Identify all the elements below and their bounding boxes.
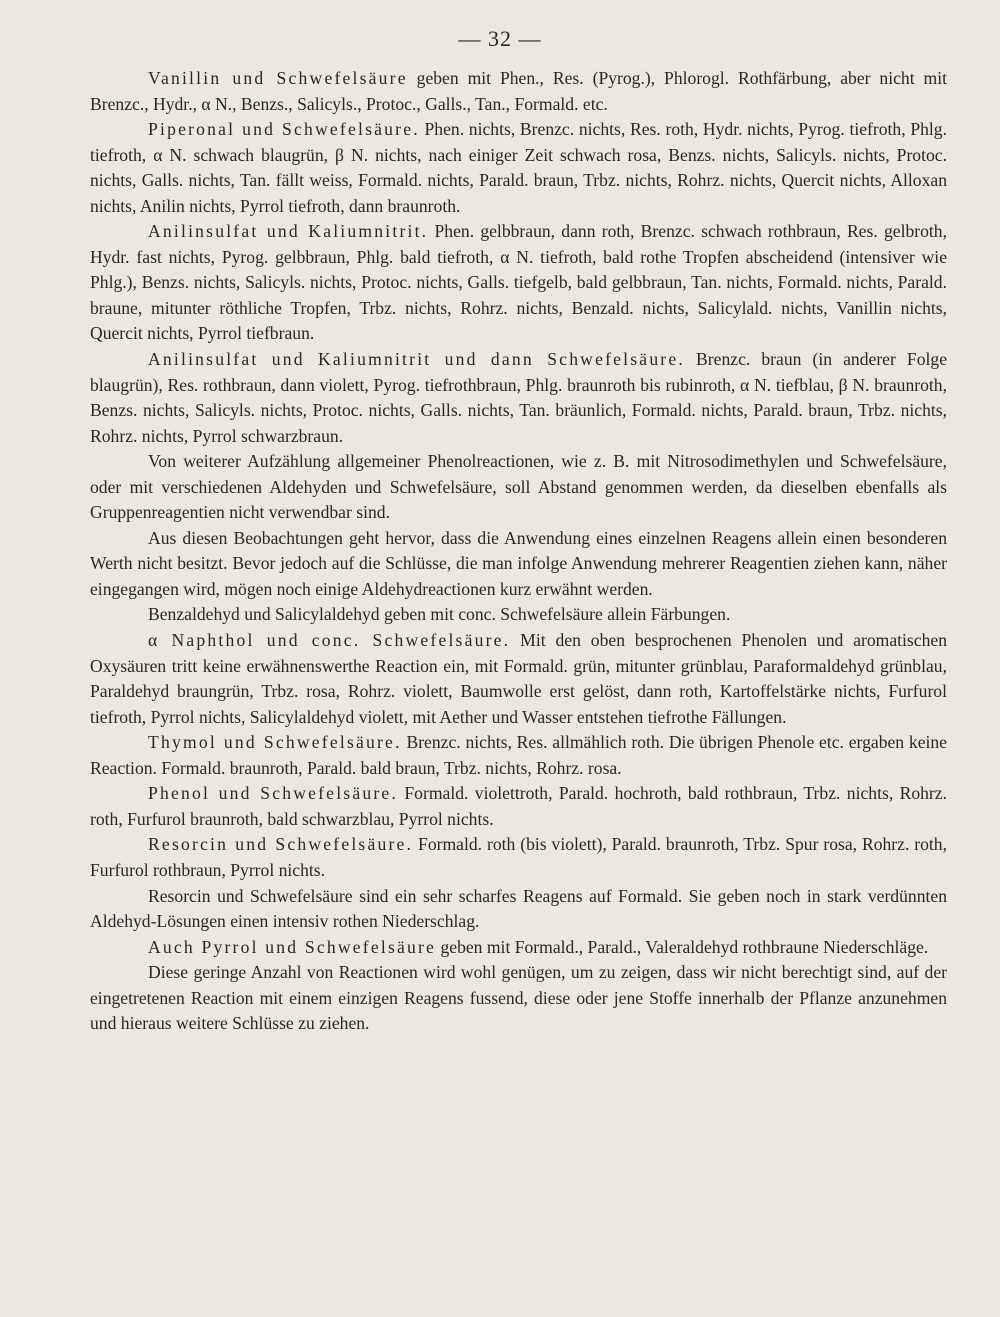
paragraph-text: Diese geringe Anzahl von Reactionen wird wohl genügen, um zu zeigen, dass wir nicht berechtigt sind, auf der eingetretenen Reaction mit einem einzigen Reagens fussend, diese oder jene Stoffe innerhalb der Pflanze anzunehmen und hieraus weitere Schlüsse zu ziehen.: [90, 962, 947, 1034]
spaced-lead: Auch Pyrrol und Schwefelsäure: [148, 936, 437, 957]
paragraph: [90, 66, 947, 117]
paragraph-text: Von weiterer Aufzählung allgemeiner Phenolreactionen, wie z. B. mit Nitrosodimethylen und Schwefelsäure, oder mit verschiedenen Aldehyden und Schwefelsäure, soll Abstand genommen werden, da dieselben ebenfalls als Gruppenreagentien nicht verwendbar sind.: [90, 451, 947, 523]
paragraph: [90, 449, 947, 526]
paragraph: [90, 602, 947, 628]
paragraph-text: Phen. nichts, Brenzc. nichts, Res. roth, Hydr. nichts, Pyrog. tiefroth, Phlg. tiefroth, α N. schwach blaugrün, β N. nichts, nach einiger Zeit schwach rosa, Benzs. nichts, Salicyls. nichts, Protoc. nichts, Galls. nichts, Tan. fällt weiss, Formald. nichts, Parald. braun, Trbz. nichts, Rohrz. nichts, Quercit nichts, Alloxan nichts, Anilin nichts, Pyrrol tiefroth, dann braunroth.: [90, 119, 947, 216]
paragraph: [90, 526, 947, 603]
paragraph-text: geben mit Phen., Res. (Pyrog.), Phlorogl. Rothfärbung, aber nicht mit Brenzc., Hydr., α N., Benzs., Salicyls., Protoc., Galls., Tan., Formald. etc.: [90, 68, 947, 114]
spaced-lead: Anilinsulfat und Kaliumnitrit und dann Schwefelsäure.: [148, 349, 685, 370]
paragraph-text: Brenzc. nichts, Res. allmählich roth. Die übrigen Phenole etc. ergaben keine Reaction. Formald. braunroth, Parald. bald braun, Trbz. nichts, Rohrz. rosa.: [90, 732, 947, 778]
paragraph-text: Formald. roth (bis violett), Parald. braunroth, Trbz. Spur rosa, Rohrz. roth, Furfurol rothbraun, Pyrrol nichts.: [90, 834, 948, 880]
paragraph-text: Phen. gelbbraun, dann roth, Brenzc. schwach rothbraun, Res. gelbroth, Hydr. fast nichts, Pyrog. gelbbraun, Phlg. bald tiefroth, α N. tiefroth, bald rothe Tropfen abscheidend (intensiver wie Phlg.), Benzs. nichts, Salicyls. nichts, Protoc. nichts, Galls. tiefgelb, bald gelbbraun, Tan. nichts, Formald. nichts, Parald. braune, mitunter röthliche Tropfen, Trbz. nichts, Rohrz. nichts, Benzald. nichts, Salicylald. nichts, Vanillin nichts, Quercit nichts, Pyrrol tiefbraun.: [90, 221, 947, 344]
spaced-lead: Anilinsulfat und Kaliumnitrit.: [148, 221, 429, 242]
paragraph: [90, 730, 947, 781]
page-number: — 32 —: [458, 26, 542, 51]
spaced-lead: Thymol und Schwefelsäure.: [148, 732, 402, 753]
paragraph-text: geben mit Formald., Parald., Valeraldehyd rothbraune Niederschläge.: [436, 936, 929, 957]
paragraph: [90, 884, 947, 935]
paragraph-text: Benzaldehyd und Salicylaldehyd geben mit conc. Schwefelsäure allein Färbungen.: [148, 604, 731, 625]
paragraph-text: Mit den oben besprochenen Phenolen und aromatischen Oxysäuren tritt keine erwähnenswerthe Reaction ein, mit Formald. grün, mitunter grünblau, Paraformaldehyd grünblau, Paraldehyd braungrün, Trbz. rosa, Rohrz. violett, Baumwolle erst gelöst, dann roth, Kartoffelstärke nichts, Furfurol tiefroth, Pyrrol nichts, Salicylaldehyd violett, mit Aether und Wasser entstehen tiefrothe Fällungen.: [90, 630, 947, 727]
paragraph: [90, 960, 947, 1037]
body-text: [90, 66, 947, 1037]
paragraph-text: Resorcin und Schwefelsäure sind ein sehr scharfes Reagens auf Formald. Sie geben noch in stark verdünnten Aldehyd-Lösungen einen intensiv rothen Niederschlag.: [90, 885, 947, 932]
paragraph: [90, 347, 947, 449]
spaced-lead: α Naphthol und conc. Schwefelsäure.: [148, 630, 511, 651]
paragraph: [90, 832, 947, 883]
paragraph: [90, 219, 947, 347]
paragraph-text: Aus diesen Beobachtungen geht hervor, dass die Anwendung eines einzelnen Reagens allein einen besonderen Werth nicht besitzt. Bevor jedoch auf die Schlüsse, die man infolge Anwendung mehrerer Reagentien ziehen kann, näher eingegangen wird, mögen noch einige Aldehydreactionen kurz erwähnt werden.: [90, 527, 947, 599]
paragraph: [90, 935, 947, 961]
paragraph: [90, 117, 947, 219]
paragraph: [90, 628, 947, 730]
spaced-lead: Piperonal und Schwefelsäure.: [148, 119, 420, 140]
paragraph-text: Brenzc. braun (in anderer Folge blaugrün), Res. rothbraun, dann violett, Pyrog. tiefrothbraun, Phlg. braunroth bis rubinroth, α N. tiefblau, β N. braunroth, Benzs. nichts, Salicyls. nichts, Protoc. nichts, Galls. nichts, Tan. bräunlich, Formald. nichts, Parald. braun, Trbz. nichts, Rohrz. nichts, Pyrrol schwarzbraun.: [90, 349, 947, 446]
paragraph: [90, 781, 947, 832]
spaced-lead: Phenol und Schwefelsäure.: [148, 783, 399, 804]
paragraph-text: Formald. violettroth, Parald. hochroth, bald rothbraun, Trbz. nichts, Rohrz. roth, Furfurol braunroth, bald schwarzblau, Pyrrol nichts.: [90, 783, 947, 829]
spaced-lead: Vanillin und Schwefelsäure: [148, 68, 408, 88]
spaced-lead: Resorcin und Schwefelsäure.: [148, 834, 414, 855]
